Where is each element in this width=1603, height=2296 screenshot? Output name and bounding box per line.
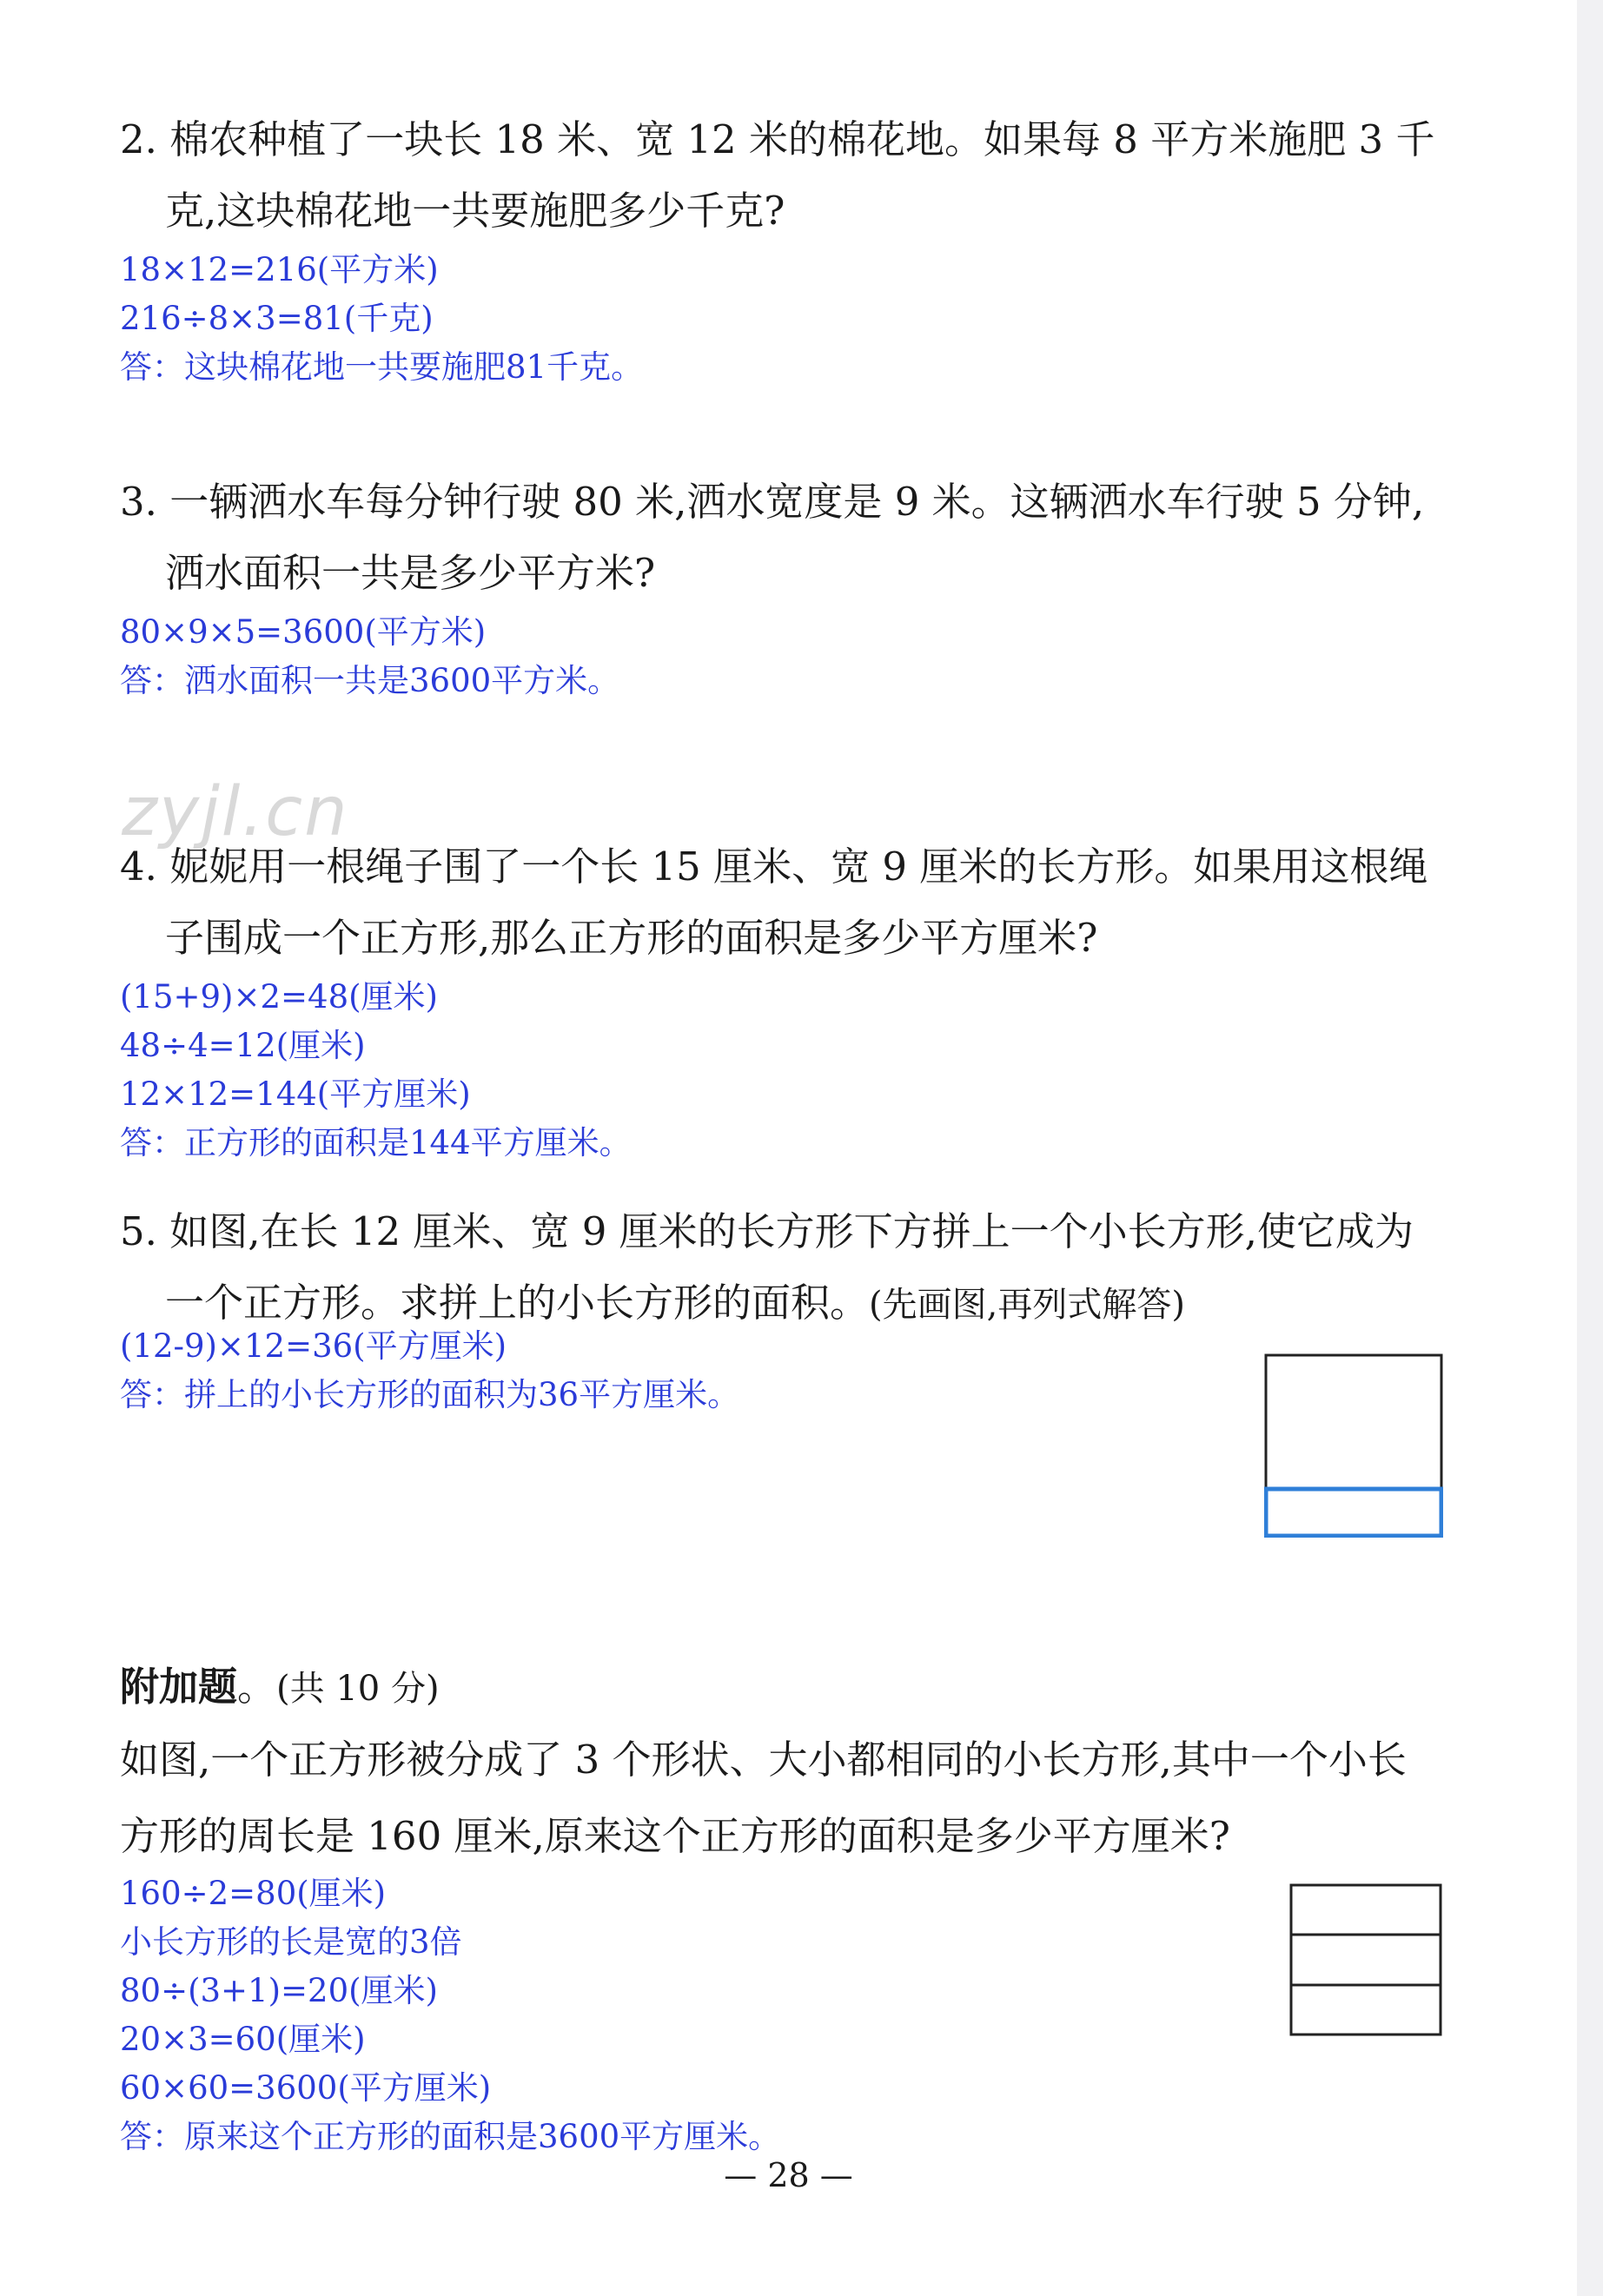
outer-square	[1291, 1885, 1441, 2035]
extra-line2: 方形的周长是 160 厘米,原来这个正方形的面积是多少平方厘米?	[120, 1813, 1230, 1859]
answer-line: 答：这块棉花地一共要施肥81千克。	[120, 348, 644, 386]
extra-title-suffix: 。	[237, 1664, 277, 1710]
answer-line: 12×12=144(平方厘米)	[120, 1075, 471, 1113]
answer-line: 48÷4=12(厘米)	[120, 1027, 366, 1064]
answer-line: 答：洒水面积一共是3600平方米。	[120, 662, 620, 699]
question-2	[120, 104, 1458, 247]
question-3	[120, 466, 1458, 609]
question-4	[120, 831, 1458, 974]
answer-line: 答：原来这个正方形的面积是3600平方厘米。	[120, 2118, 781, 2155]
answer-3	[120, 608, 619, 705]
answer-line: 答：拼上的小长方形的面积为36平方厘米。	[120, 1376, 740, 1413]
answer-5	[120, 1322, 739, 1419]
answer-line: 80÷(3+1)=20(厘米)	[120, 1972, 438, 2009]
extra-title: 附加题	[120, 1664, 238, 1710]
question-4-line2: 子围成一个正方形,那么正方形的面积是多少平方厘米?	[165, 915, 1098, 961]
question-3-line2: 洒水面积一共是多少平方米?	[165, 550, 656, 596]
answer-line: 答：正方形的面积是144平方厘米。	[120, 1124, 632, 1161]
question-5-line1: 5. 如图,在长 12 厘米、宽 9 厘米的长方形下方拼上一个小长方形,使它成为	[120, 1208, 1414, 1254]
answer-2	[120, 246, 643, 392]
question-2-line2: 克,这块棉花地一共要施肥多少千克?	[165, 188, 785, 234]
extra-answer	[120, 1869, 780, 2161]
answer-line: 60×60=3600(平方厘米)	[120, 2069, 492, 2107]
figure-square-three-rectangles	[1289, 1883, 1442, 2036]
extra-points: (共 10 分)	[276, 1669, 440, 1709]
original-rectangle	[1266, 1355, 1441, 1489]
page-number: — 28 —	[724, 2156, 853, 2194]
extra-question-text	[120, 1722, 1475, 1875]
added-small-rectangle	[1266, 1489, 1441, 1536]
extra-line1: 如图,一个正方形被分成了 3 个形状、大小都相同的小长方形,其中一个小长	[120, 1737, 1407, 1783]
question-5	[120, 1196, 1458, 1340]
answer-line: (15+9)×2=48(厘米)	[120, 978, 438, 1016]
question-4-line1: 4. 妮妮用一根绳子围了一个长 15 厘米、宽 9 厘米的长方形。如果用这根绳	[120, 844, 1428, 890]
answer-4	[120, 973, 632, 1168]
watermark: zyjl.cn	[122, 773, 349, 851]
answer-line: 216÷8×3=81(千克)	[120, 300, 434, 337]
question-5-note: (先画图,再列式解答)	[869, 1285, 1185, 1325]
page-edge-shadow	[1577, 0, 1603, 2296]
answer-line: 20×3=60(厘米)	[120, 2021, 366, 2058]
answer-line: 小长方形的长是宽的3倍	[120, 1923, 462, 1961]
answer-line: (12-9)×12=36(平方厘米)	[120, 1327, 507, 1365]
answer-line: 18×12=216(平方米)	[120, 251, 439, 288]
answer-line: 160÷2=80(厘米)	[120, 1875, 387, 1912]
question-3-line1: 3. 一辆洒水车每分钟行驶 80 米,洒水宽度是 9 米。这辆洒水车行驶 5 分钟,	[120, 479, 1425, 525]
figure-square-with-added-rectangle	[1264, 1353, 1443, 1538]
extra-question-heading	[120, 1655, 440, 1711]
question-5-line2-main: 一个正方形。求拼上的小长方形的面积。	[165, 1280, 870, 1326]
question-2-line1: 2. 棉农种植了一块长 18 米、宽 12 米的棉花地。如果每 8 平方米施肥 3 千	[120, 116, 1435, 162]
answer-line: 80×9×5=3600(平方米)	[120, 613, 487, 651]
